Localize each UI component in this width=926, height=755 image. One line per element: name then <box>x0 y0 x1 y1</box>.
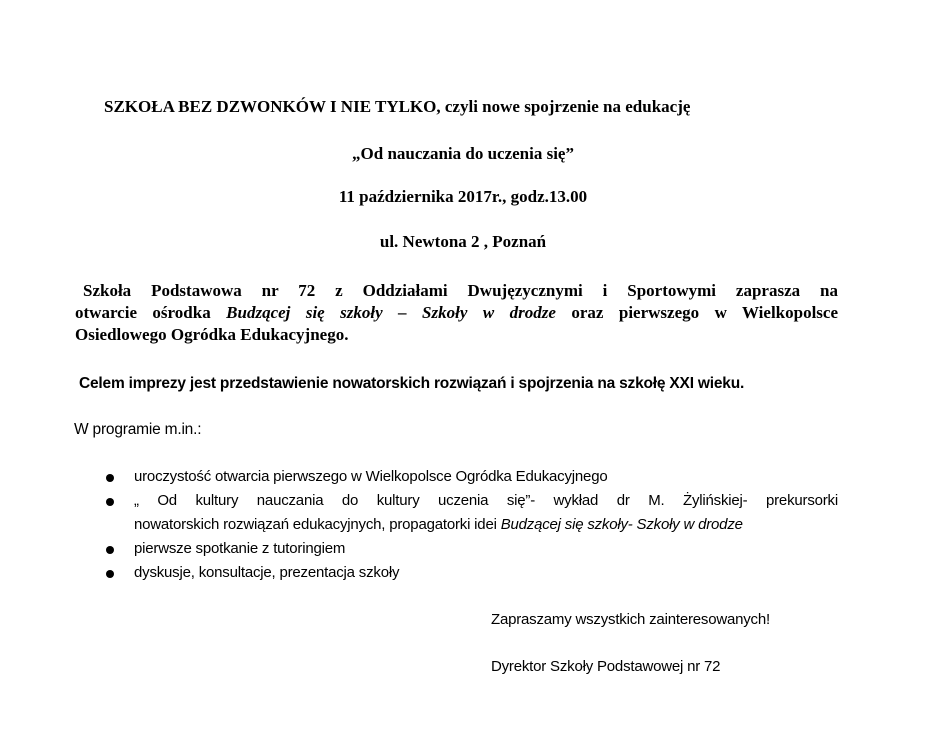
title-rest: , czyli nowe spojrzenie na edukację <box>436 97 691 116</box>
intro-line-1: Szkoła Podstawowa nr 72 z Oddziałami Dwujęzycznymi i Sportowymi zaprasza na <box>83 281 838 300</box>
event-date: 11 października 2017r., godz.13.00 <box>338 187 588 206</box>
program-item-3: pierwsze spotkanie z tutoringiem <box>134 540 346 557</box>
bullet-icon <box>106 474 114 482</box>
title-upper: SZKOŁA BEZ DZWONKÓW I NIE TYLKO <box>104 97 437 116</box>
intro-line-2-post: oraz pierwszego w Wielkopolsce <box>555 303 839 322</box>
program-item-2-line-2 <box>134 515 743 535</box>
bullet-icon <box>106 498 114 506</box>
program-item-4: dyskusje, konsultacje, prezentacja szkoły <box>134 564 400 581</box>
event-address: ul. Newtona 2 , Poznań <box>379 232 547 251</box>
bullet-icon <box>106 570 114 578</box>
event-purpose: Celem imprezy jest przedstawienie nowatorskich rozwiązań i spojrzenia na szkołę XXI wieku. <box>79 375 745 392</box>
subtitle: „Od nauczania do uczenia się” <box>352 144 574 163</box>
intro-line-2 <box>75 303 838 323</box>
closing-invite: Zapraszamy wszystkich zainteresowanych! <box>491 611 770 628</box>
intro-line-2-italic: Budzącej się szkoły – Szkoły w drodze <box>226 303 556 322</box>
closing-signature: Dyrektor Szkoły Podstawowej nr 72 <box>491 658 721 675</box>
program-item-2-line-2-pre: nowatorskich rozwiązań edukacyjnych, propagatorki idei <box>134 516 501 533</box>
document-title <box>104 97 690 117</box>
program-item-2-line-1: „ Od kultury nauczania do kultury uczenia się”- wykład dr M. Żylińskiej- prekursorki <box>134 492 838 509</box>
intro-line-2-pre: otwarcie ośrodka <box>75 303 227 322</box>
program-item-2-line-2-italic: Budzącej się szkoły- Szkoły w drodze <box>500 516 743 533</box>
program-heading: W programie m.in.: <box>74 421 202 438</box>
intro-line-3: Osiedlowego Ogródka Edukacyjnego. <box>75 325 349 344</box>
bullet-icon <box>106 546 114 554</box>
program-item-1: uroczystość otwarcia pierwszego w Wielkopolsce Ogródka Edukacyjnego <box>134 468 608 485</box>
